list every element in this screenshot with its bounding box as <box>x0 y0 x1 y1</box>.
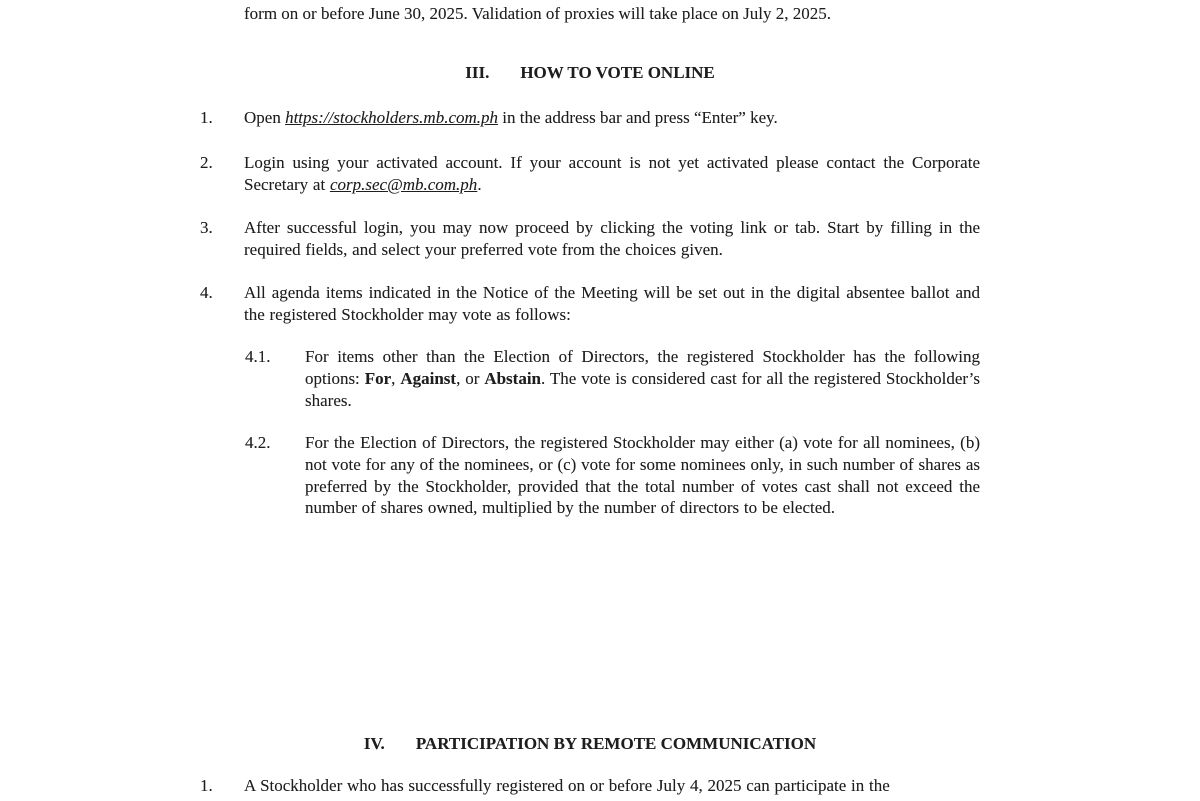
sub-list-item-4-2 <box>245 432 980 519</box>
item-text-segment: For items other than the Election of Directors, the registered Stockholder has the following options: <box>305 347 980 388</box>
section-title: HOW TO VOTE ONLINE <box>520 63 715 82</box>
document-content <box>200 0 980 801</box>
stockholders-url-link[interactable]: https://stockholders.mb.com.ph <box>285 108 499 127</box>
corp-sec-email-link[interactable]: corp.sec@mb.com.ph <box>329 174 478 194</box>
item-number: 4.2. <box>245 433 271 452</box>
item-text-segment: , or <box>456 368 485 388</box>
item-text <box>305 346 980 411</box>
item-text-segment: . <box>477 174 482 194</box>
list-item-1 <box>200 107 980 129</box>
item-text: For the Election of Directors, the registered Stockholder may either (a) vote for all nominees, (b) not vote for any of the nominees, or (c) vote for some nominees only, in such number of shares as preferred by the Stockholder, provided that the total number of votes cast shall not exceed the number of shares owned, multiplied by the number of directors to be elected. <box>305 433 980 518</box>
section-heading-how-to-vote <box>200 62 980 84</box>
item-number: 4.1. <box>245 347 271 366</box>
item-text-segment: , <box>391 368 401 388</box>
list-item-2 <box>200 152 980 196</box>
list-item-1-remote <box>200 775 980 797</box>
item-number: 1. <box>200 108 213 127</box>
list-item-4 <box>200 282 980 326</box>
item-text-segment: . The vote is considered cast for all the registered Stockholder’s shares. <box>305 368 980 410</box>
item-number: 3. <box>200 218 213 237</box>
section-heading-remote-participation <box>200 733 980 755</box>
vote-option-for: For <box>364 368 392 388</box>
section-title: PARTICIPATION BY REMOTE COMMUNICATION <box>415 734 817 753</box>
item-text-segment: in the address bar and press “Enter” key. <box>498 108 778 127</box>
item-number: 1. <box>200 776 213 795</box>
section-number: III. <box>465 63 490 82</box>
item-text: A Stockholder who has successfully registered on or before July 4, 2025 can participate in the <box>244 776 890 795</box>
sub-list-item-4-1 <box>245 346 980 411</box>
item-text-segment: Open <box>244 108 286 127</box>
list-item-3 <box>200 217 980 261</box>
vote-option-abstain: Abstain <box>484 368 542 388</box>
section-number: IV. <box>363 734 385 753</box>
item-text <box>244 152 980 196</box>
item-text-segment: Login using your activated account. If your account is not yet activated please contact the Corporate Secretary at <box>244 153 980 194</box>
item-text: All agenda items indicated in the Notice of the Meeting will be set out in the digital absentee ballot and the registered Stockholder may vote as follows: <box>244 283 980 324</box>
intro-text: form on or before June 30, 2025. Validation of proxies will take place on July 2, 2025. <box>244 4 832 23</box>
item-number: 4. <box>200 283 213 302</box>
vote-option-against: Against <box>400 368 457 388</box>
item-text: After successful login, you may now proceed by clicking the voting link or tab. Start by filling in the required fields, and select your preferred vote from the choices given. <box>244 218 980 259</box>
item-text <box>244 107 980 129</box>
item-number: 2. <box>200 153 213 172</box>
